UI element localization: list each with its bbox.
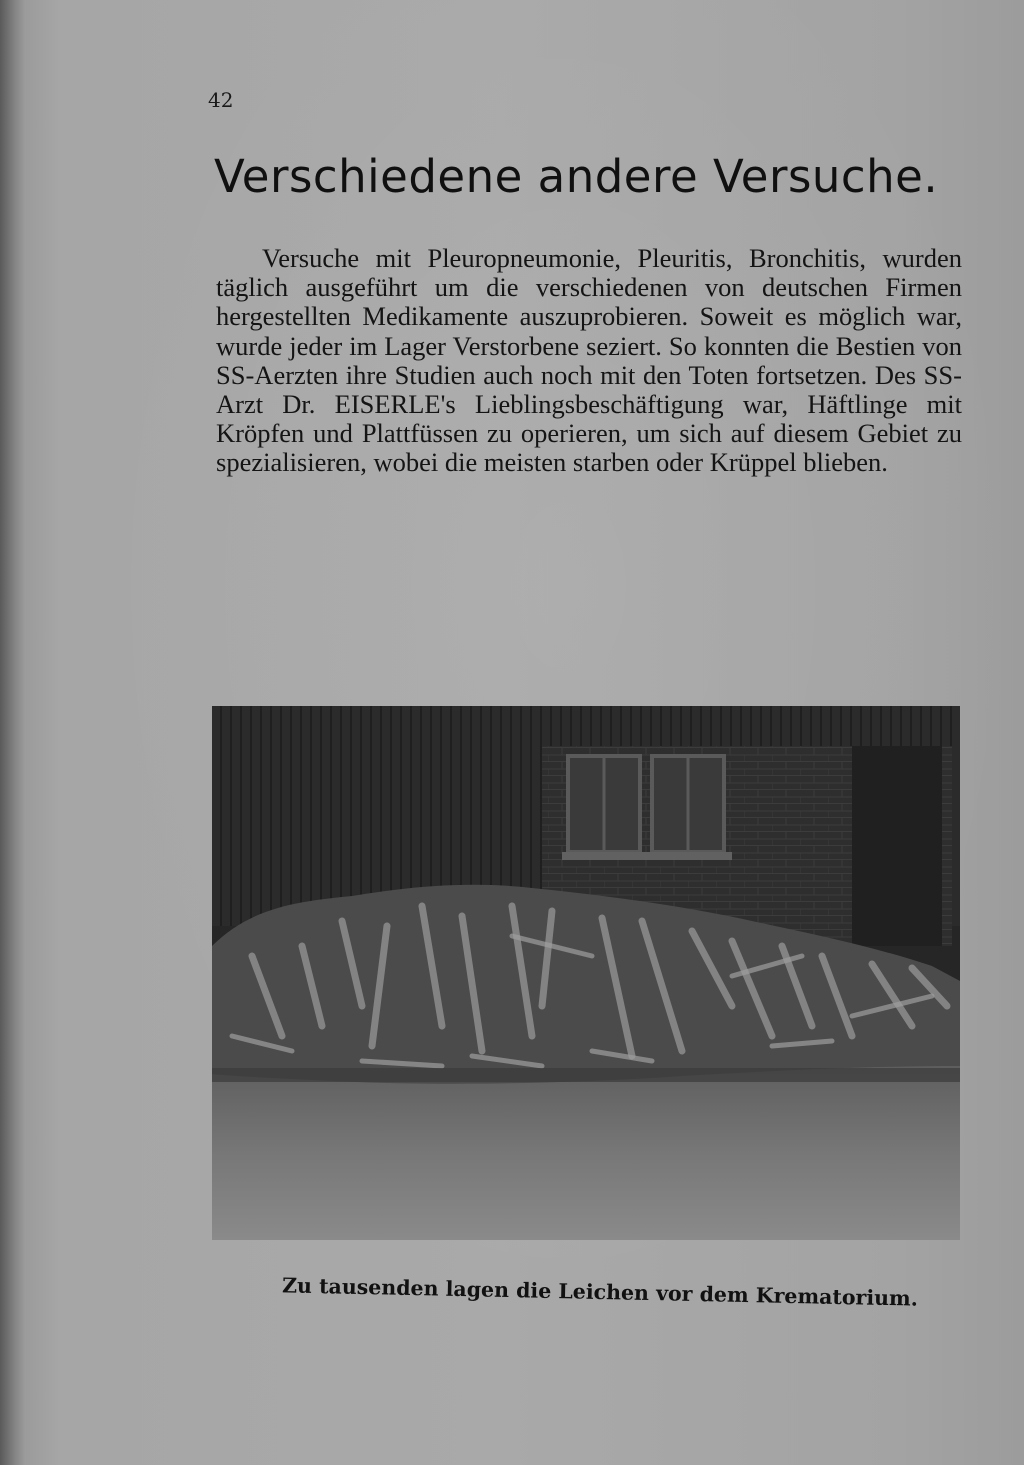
body-paragraph: Versuche mit Pleuropneumonie, Pleuritis, Bronchitis, wurden täglich ausgeführt um die verschiedenen von deutschen Firmen hergestellten Medikamente auszuprobieren. Soweit es möglich war, wurde jeder im Lager Verstorbene seziert. So konnten die Bestien von SS-Aerzten ihre Studien auch noch mit den Toten fortsetzen. Des SS-Arzt Dr. EISERLE's Lieblingsbeschäftigung war, Häftlinge mit Kröpfen und Plattfüssen zu operieren, um sich auf diesem Gebiet zu spezialisieren, wobei die meisten starben oder Krüppel blieben. xyxy=(216,243,962,478)
photo-caption: Zu tausenden lagen die Leichen vor dem Krematorium. xyxy=(281,1273,919,1311)
doorway xyxy=(852,746,942,946)
photograph-illustration xyxy=(212,706,960,1240)
ground xyxy=(212,1066,960,1240)
page-title: Verschiedene andere Versuche. xyxy=(214,150,939,203)
page-number: 42 xyxy=(208,88,234,112)
page-binding-shadow xyxy=(0,0,26,1465)
photograph xyxy=(212,706,960,1240)
